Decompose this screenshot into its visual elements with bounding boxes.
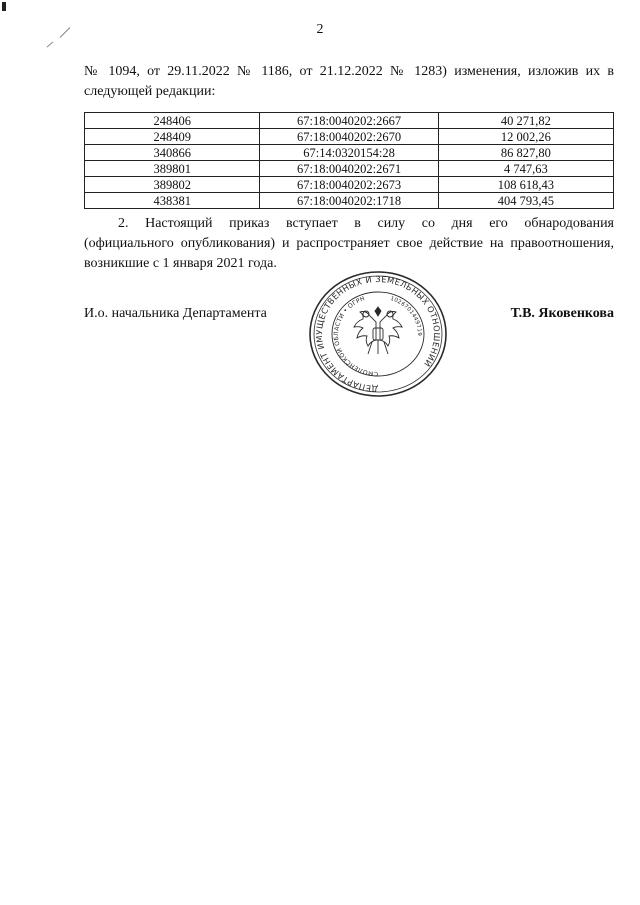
table-cell-id: 438381 [85,193,260,209]
intro-line: следующей редакции: [84,84,216,99]
seal-outer-ring [310,272,446,396]
paragraph-2-line: (официального опубликования) и распространяет свое действие на правоотношения, [84,236,614,251]
table-cell-value: 86 827,80 [438,145,613,161]
table-row [85,193,614,209]
table-cell-value: 404 793,45 [438,193,613,209]
signatory-role: И.о. начальника Департамента [84,306,267,321]
table-cell-cadastral-number: 67:18:0040202:2667 [260,113,438,129]
table-cell-value: 108 618,43 [438,177,613,193]
page-number: 2 [316,22,324,37]
seal-inner-text: СМОЛЕНСКОЙ ОБЛАСТИ • ОГРН [332,295,379,378]
table-cell-id: 340866 [85,145,260,161]
scan-artifact [47,42,54,48]
paragraph-2 [84,214,614,274]
seal-outer-text: ДЕПАРТАМЕНТ ИМУЩЕСТВЕННЫХ И ЗЕМЕЛЬНЫХ ОТНОШЕНИЙ [313,273,443,395]
table-cell-id: 248406 [85,113,260,129]
paragraph-2-line: 2. Настоящий приказ вступает в силу со дня его обнародования [118,216,614,231]
table-row [85,113,614,129]
table-cell-cadastral-number: 67:14:0320154:28 [260,145,438,161]
cadastral-table [84,112,614,209]
table-row [85,129,614,145]
intro-paragraph [84,62,614,102]
signatory-name: Т.В. Яковенкова [510,306,614,321]
seal-ogrn: 1026701449719 [389,295,423,337]
table-cell-value: 40 271,82 [438,113,613,129]
table-cell-id: 389801 [85,161,260,177]
table-cell-cadastral-number: 67:18:0040202:2670 [260,129,438,145]
table-cell-value: 4 747,63 [438,161,613,177]
table-cell-cadastral-number: 67:18:0040202:2673 [260,177,438,193]
table-cell-id: 389802 [85,177,260,193]
table-cell-id: 248409 [85,129,260,145]
table-cell-cadastral-number: 67:18:0040202:1718 [260,193,438,209]
table-row [85,177,614,193]
paragraph-2-line: возникшие с 1 января 2021 года. [84,256,277,271]
table-row [85,145,614,161]
official-seal-stamp [306,268,450,398]
table-row [85,161,614,177]
scan-artifact [2,2,6,11]
intro-line: № 1094, от 29.11.2022 № 1186, от 21.12.2022 № 1283) изменения, изложив их в [84,64,614,79]
table-cell-cadastral-number: 67:18:0040202:2671 [260,161,438,177]
double-headed-eagle-emblem [354,307,402,354]
table-cell-value: 12 002,26 [438,129,613,145]
